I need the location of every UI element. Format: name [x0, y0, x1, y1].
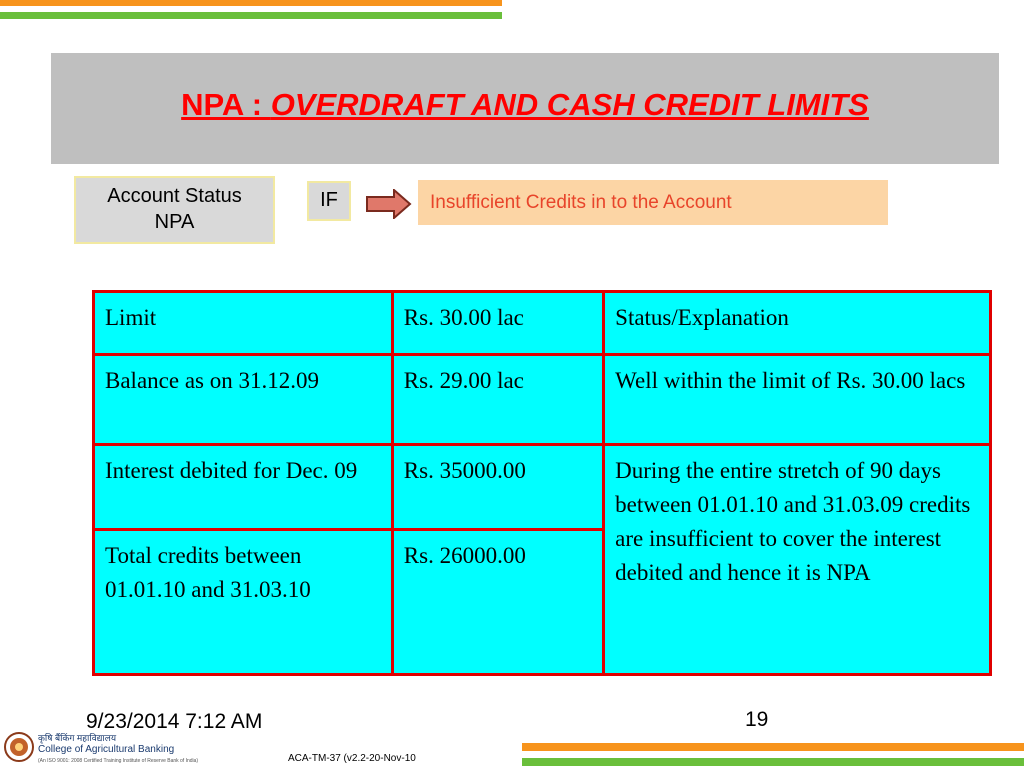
table-cell: Rs. 30.00 lac: [392, 292, 603, 355]
table-cell: Rs. 35000.00: [392, 445, 603, 530]
logo-subtitle: (An ISO 9001: 2008 Certified Training Institute of Reserve Bank of India): [38, 758, 199, 764]
table-cell: Balance as on 31.12.09: [94, 355, 393, 445]
college-logo-icon: [4, 730, 34, 764]
top-green-stripe: [0, 12, 502, 19]
table-row: [94, 445, 991, 530]
footer-code: ACA-TM-37 (v2.2-20-Nov-10: [288, 753, 416, 764]
table-cell: Well within the limit of Rs. 30.00 lacs: [604, 355, 991, 445]
bottom-orange-stripe: [522, 743, 1024, 751]
table-cell: Interest debited for Dec. 09: [94, 445, 393, 530]
slide-title: [51, 87, 999, 123]
table-row: [94, 355, 991, 445]
table-cell: Rs. 26000.00: [392, 530, 603, 675]
table-cell: Limit: [94, 292, 393, 355]
footer-date: 9/23/2014 7:12 AM: [86, 710, 263, 733]
logo-hindi-text: कृषि बैंकिंग महाविद्यालय: [38, 733, 117, 743]
title-prefix: NPA :: [181, 87, 271, 122]
bottom-green-stripe: [522, 758, 1024, 766]
title-emphasis: OVERDRAFT AND CASH CREDIT LIMITS: [270, 87, 869, 122]
npa-table: [92, 290, 992, 676]
right-arrow-icon: [366, 189, 412, 219]
account-status-line1: Account Status: [107, 185, 242, 207]
table-cell: Rs. 29.00 lac: [392, 355, 603, 445]
title-bar: [51, 53, 999, 164]
logo-college-name: College of Agricultural Banking: [38, 744, 175, 755]
account-status-box: [74, 176, 275, 244]
table-cell: Status/Explanation: [604, 292, 991, 355]
table-cell: During the entire stretch of 90 days between 01.01.10 and 31.03.09 credits are insufficient to cover the interest debited and hence it is NPA: [604, 445, 991, 675]
account-status-line2: NPA: [154, 211, 195, 233]
top-orange-stripe: [0, 0, 502, 6]
slide-number: 19: [745, 708, 769, 731]
if-box: IF: [307, 181, 351, 221]
condition-box: Insufficient Credits in to the Account: [418, 180, 888, 225]
table-row: [94, 292, 991, 355]
table-cell: Total credits between 01.01.10 and 31.03.10: [94, 530, 393, 675]
